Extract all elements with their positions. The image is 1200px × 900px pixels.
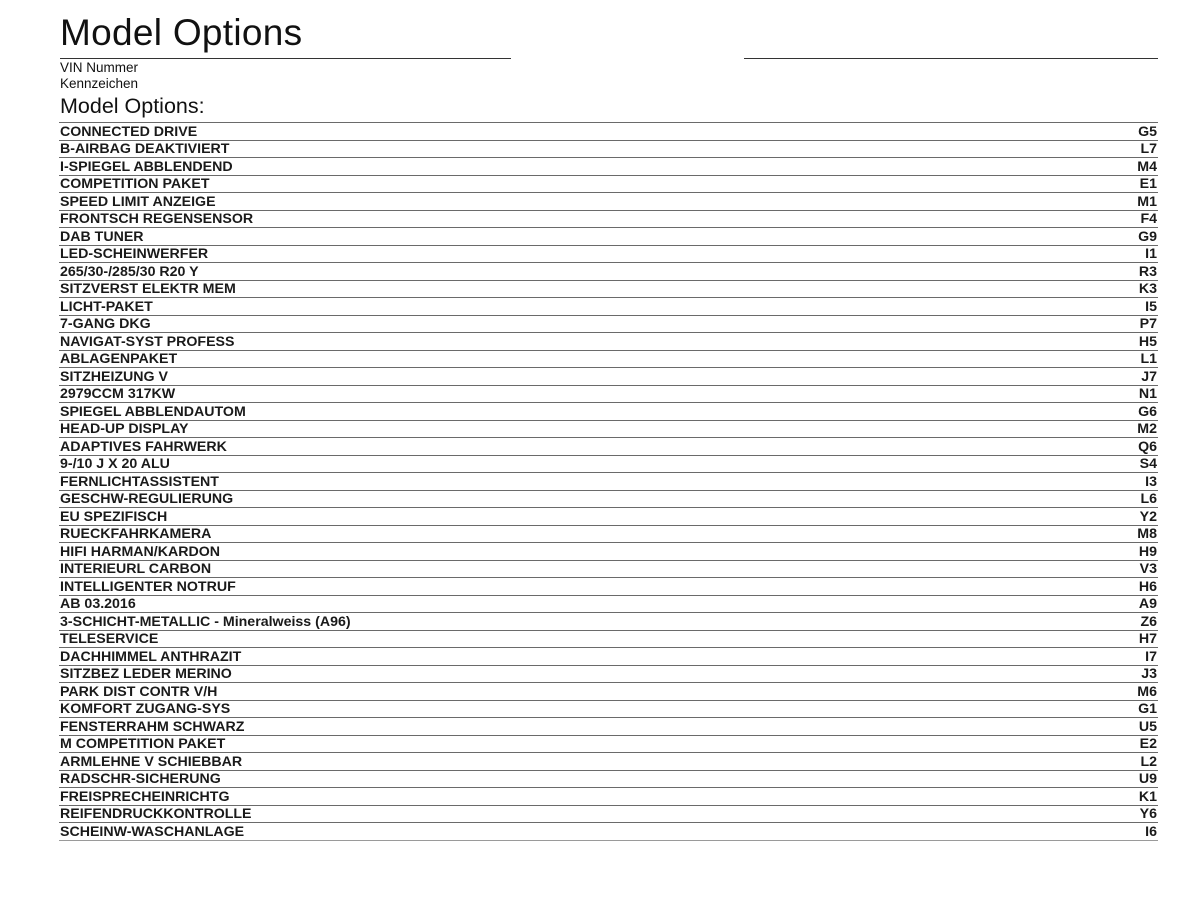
option-name: 265/30-/285/30 R20 Y	[59, 263, 1036, 281]
option-name: FRONTSCH REGENSENSOR	[59, 210, 1036, 228]
option-code: I1	[1036, 245, 1158, 263]
option-code: H7	[1036, 630, 1158, 648]
title-rule-left	[60, 58, 511, 59]
option-row	[59, 595, 1158, 613]
option-code: U5	[1036, 718, 1158, 736]
option-row	[59, 350, 1158, 368]
option-row	[59, 648, 1158, 666]
option-code: H6	[1036, 578, 1158, 596]
option-name: 7-GANG DKG	[59, 315, 1036, 333]
option-row	[59, 473, 1158, 491]
option-name: DAB TUNER	[59, 228, 1036, 246]
option-row	[59, 298, 1158, 316]
option-name: CONNECTED DRIVE	[59, 123, 1036, 141]
option-code: E1	[1036, 175, 1158, 193]
option-name: HIFI HARMAN/KARDON	[59, 543, 1036, 561]
option-name: M COMPETITION PAKET	[59, 735, 1036, 753]
option-row	[59, 788, 1158, 806]
option-row	[59, 683, 1158, 701]
option-row	[59, 630, 1158, 648]
option-code: U9	[1036, 770, 1158, 788]
option-row	[59, 438, 1158, 456]
option-name: 9-/10 J X 20 ALU	[59, 455, 1036, 473]
option-code: I3	[1036, 473, 1158, 491]
option-code: V3	[1036, 560, 1158, 578]
option-code: L6	[1036, 490, 1158, 508]
option-code: G6	[1036, 403, 1158, 421]
option-code: M2	[1036, 420, 1158, 438]
option-name: COMPETITION PAKET	[59, 175, 1036, 193]
option-code: N1	[1036, 385, 1158, 403]
option-code: Q6	[1036, 438, 1158, 456]
option-row	[59, 368, 1158, 386]
option-code: H9	[1036, 543, 1158, 561]
option-code: Z6	[1036, 613, 1158, 631]
section-heading: Model Options:	[60, 94, 205, 118]
options-table	[59, 122, 1158, 841]
option-row	[59, 193, 1158, 211]
plate-label: Kennzeichen	[60, 76, 139, 91]
option-row	[59, 333, 1158, 351]
option-row	[59, 753, 1158, 771]
option-code: H5	[1036, 333, 1158, 351]
option-name: LICHT-PAKET	[59, 298, 1036, 316]
option-code: M4	[1036, 158, 1158, 176]
option-name: GESCHW-REGULIERUNG	[59, 490, 1036, 508]
option-row	[59, 823, 1158, 841]
title-rule-right	[744, 58, 1158, 59]
option-name: 3-SCHICHT-METALLIC - Mineralweiss (A96)	[59, 613, 1036, 631]
option-name: ABLAGENPAKET	[59, 350, 1036, 368]
option-name: PARK DIST CONTR V/H	[59, 683, 1036, 701]
option-name: REIFENDRUCKKONTROLLE	[59, 805, 1036, 823]
option-name: KOMFORT ZUGANG-SYS	[59, 700, 1036, 718]
option-name: TELESERVICE	[59, 630, 1036, 648]
option-row	[59, 508, 1158, 526]
option-row	[59, 665, 1158, 683]
option-name: LED-SCHEINWERFER	[59, 245, 1036, 263]
option-row	[59, 315, 1158, 333]
option-row	[59, 455, 1158, 473]
option-row	[59, 263, 1158, 281]
option-code: G5	[1036, 123, 1158, 141]
option-row	[59, 805, 1158, 823]
option-name: SITZBEZ LEDER MERINO	[59, 665, 1036, 683]
option-name: NAVIGAT-SYST PROFESS	[59, 333, 1036, 351]
option-name: FENSTERRAHM SCHWARZ	[59, 718, 1036, 736]
option-row	[59, 543, 1158, 561]
option-name: EU SPEZIFISCH	[59, 508, 1036, 526]
option-name: AB 03.2016	[59, 595, 1036, 613]
option-name: SITZVERST ELEKTR MEM	[59, 280, 1036, 298]
option-name: INTELLIGENTER NOTRUF	[59, 578, 1036, 596]
option-row	[59, 385, 1158, 403]
option-row	[59, 560, 1158, 578]
option-code: M1	[1036, 193, 1158, 211]
option-code: R3	[1036, 263, 1158, 281]
option-name: FERNLICHTASSISTENT	[59, 473, 1036, 491]
option-row	[59, 210, 1158, 228]
option-name: DACHHIMMEL ANTHRAZIT	[59, 648, 1036, 666]
option-code: G1	[1036, 700, 1158, 718]
option-name: FREISPRECHEINRICHTG	[59, 788, 1036, 806]
option-code: Y6	[1036, 805, 1158, 823]
option-name: SPEED LIMIT ANZEIGE	[59, 193, 1036, 211]
option-row	[59, 158, 1158, 176]
option-name: INTERIEURL CARBON	[59, 560, 1036, 578]
option-row	[59, 718, 1158, 736]
option-row	[59, 578, 1158, 596]
option-code: I5	[1036, 298, 1158, 316]
option-code: I6	[1036, 823, 1158, 841]
vin-label: VIN Nummer	[60, 60, 139, 75]
option-name: RUECKFAHRKAMERA	[59, 525, 1036, 543]
option-row	[59, 245, 1158, 263]
option-name: SPIEGEL ABBLENDAUTOM	[59, 403, 1036, 421]
option-row	[59, 420, 1158, 438]
option-code: M8	[1036, 525, 1158, 543]
option-name: B-AIRBAG DEAKTIVIERT	[59, 140, 1036, 158]
option-name: SCHEINW-WASCHANLAGE	[59, 823, 1036, 841]
option-row	[59, 770, 1158, 788]
page-title: Model Options	[60, 12, 303, 53]
option-row	[59, 123, 1158, 141]
option-row	[59, 735, 1158, 753]
option-row	[59, 525, 1158, 543]
options-table-body	[59, 123, 1158, 841]
option-name: RADSCHR-SICHERUNG	[59, 770, 1036, 788]
option-code: M6	[1036, 683, 1158, 701]
option-code: E2	[1036, 735, 1158, 753]
option-row	[59, 280, 1158, 298]
option-row	[59, 490, 1158, 508]
option-code: I7	[1036, 648, 1158, 666]
option-row	[59, 140, 1158, 158]
option-row	[59, 613, 1158, 631]
option-row	[59, 403, 1158, 421]
option-code: J7	[1036, 368, 1158, 386]
option-code: K1	[1036, 788, 1158, 806]
option-name: SITZHEIZUNG V	[59, 368, 1036, 386]
option-row	[59, 700, 1158, 718]
option-name: ADAPTIVES FAHRWERK	[59, 438, 1036, 456]
option-code: Y2	[1036, 508, 1158, 526]
option-name: I-SPIEGEL ABBLENDEND	[59, 158, 1036, 176]
option-row	[59, 175, 1158, 193]
option-code: F4	[1036, 210, 1158, 228]
option-name: HEAD-UP DISPLAY	[59, 420, 1036, 438]
option-row	[59, 228, 1158, 246]
option-code: L1	[1036, 350, 1158, 368]
option-code: K3	[1036, 280, 1158, 298]
option-name: 2979CCM 317KW	[59, 385, 1036, 403]
option-code: L7	[1036, 140, 1158, 158]
option-name: ARMLEHNE V SCHIEBBAR	[59, 753, 1036, 771]
option-code: P7	[1036, 315, 1158, 333]
option-code: S4	[1036, 455, 1158, 473]
option-code: L2	[1036, 753, 1158, 771]
option-code: G9	[1036, 228, 1158, 246]
option-code: J3	[1036, 665, 1158, 683]
option-code: A9	[1036, 595, 1158, 613]
